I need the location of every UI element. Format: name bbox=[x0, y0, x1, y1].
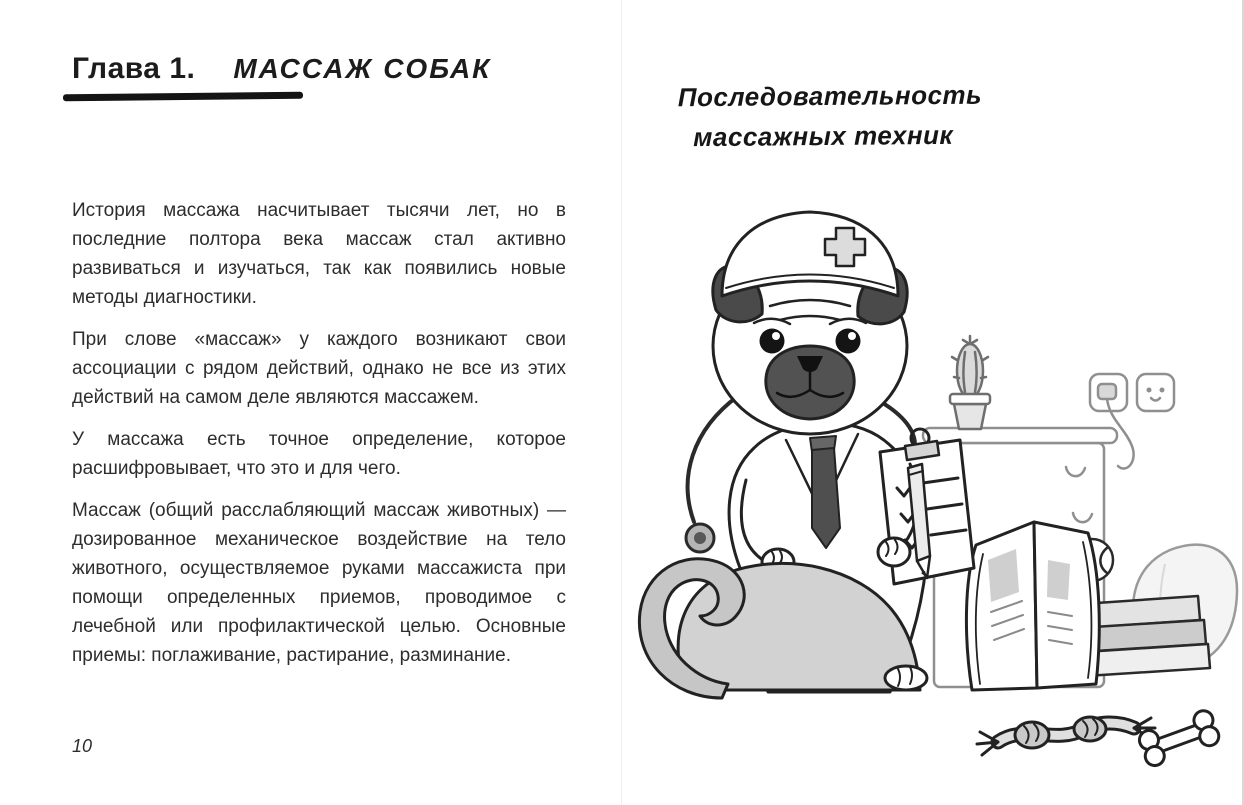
pug-head bbox=[713, 212, 907, 434]
paragraph-2: При слове «массаж» у каждого возникают свои ассоциации с рядом действий, однако не все из этих действий на самом деле являются массажем. bbox=[72, 329, 566, 408]
heading-line-2: массажных техник bbox=[693, 120, 954, 153]
left-eye bbox=[760, 329, 785, 354]
cactus bbox=[950, 336, 990, 429]
hind-foot bbox=[885, 666, 927, 690]
rope-toy bbox=[977, 717, 1155, 755]
chapter-label: Глава 1. bbox=[72, 52, 196, 85]
open-book bbox=[966, 522, 1099, 690]
chapter-title: МАССАЖ СОБАК bbox=[233, 53, 492, 84]
right-page bbox=[620, 0, 1244, 805]
paragraph-1: История массажа насчитывает тысячи лет, но в последние полтора века массаж стал активно развиваться и изучаться, так как появились новые методы диагностики. bbox=[72, 200, 566, 308]
pug-doctor bbox=[639, 212, 974, 698]
paragraph-4: Массаж (общий расслабляющий массаж животных) — дозированное механическое воздействие на тело животного, осуществляемое руками массажиста при помощи определенных приемов, проводимое с лечебной или профилактической целью. Основные приемы: поглаживание, растирание, разминание. bbox=[72, 500, 566, 666]
bone bbox=[1137, 708, 1222, 768]
pug-doctor-illustration bbox=[620, 0, 1244, 805]
body-text bbox=[72, 196, 566, 683]
right-eye bbox=[836, 329, 861, 354]
paragraph-3: У массажа есть точное определение, которое расшифровывает, что это и для чего. bbox=[72, 429, 566, 479]
right-paw bbox=[878, 538, 910, 566]
heading-line-1: Последовательность bbox=[677, 79, 983, 113]
chapter-underline bbox=[63, 92, 303, 102]
chapter-heading bbox=[72, 52, 491, 86]
tie bbox=[812, 448, 840, 548]
page-number: 10 bbox=[72, 736, 93, 756]
